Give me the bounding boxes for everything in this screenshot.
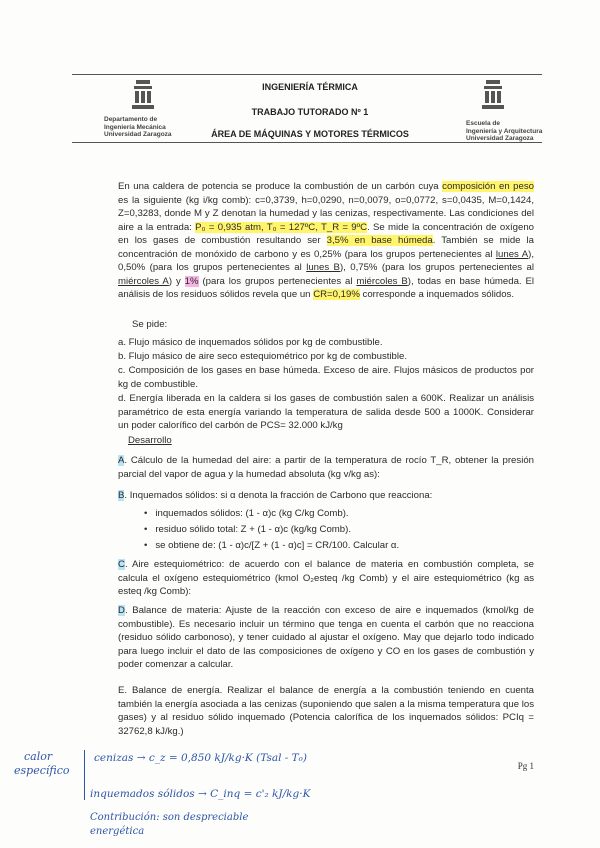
left-dept-line-1: Departamento de bbox=[104, 116, 158, 123]
highlight-oxygen: 3,5% en base húmeda bbox=[326, 235, 433, 246]
left-department-block bbox=[104, 116, 172, 139]
left-dept-line-2: Ingeniería Mecánica bbox=[104, 123, 166, 131]
se-pide-label: Se pide: bbox=[132, 319, 168, 330]
highlight-co-value: 1% bbox=[184, 275, 199, 287]
left-dept-line-3: Universidad Zaragoza bbox=[104, 131, 172, 138]
highlight-cr: CR=0,19% bbox=[313, 289, 360, 300]
section-e: E. Balance de energía. Realizar el balance de energía a la combustión teniendo en cuenta también la energía asociada a las cenizas (suponiendo que salen a la misma temperatura que los gases) y al residuo sólido inquemado (Potencia calorífica de los inquemados sólidos: PCIq = 32762,8 kJ/kg.) bbox=[118, 685, 534, 737]
course-title: INGENIERÍA TÉRMICA bbox=[262, 82, 358, 92]
handwritten-energetic: energética bbox=[90, 826, 145, 837]
university-logo-right bbox=[482, 80, 504, 110]
page-number: Pg 1 bbox=[517, 761, 534, 771]
section-b: B. Inquemados sólidos: si α denota la fracción de Carbono que reacciona: bbox=[118, 490, 433, 501]
question-a: a. Flujo másico de inquemados sólidos por kg de combustible. bbox=[118, 337, 383, 348]
handwritten-label-1: calor bbox=[24, 750, 53, 763]
highlight-conditions: P₀ = 0,935 atm, T₀ = 127ºC, T_R = 9ºC bbox=[195, 221, 368, 233]
handwritten-ash-formula: cenizas → c_z = 0,850 kJ/kg·K (Tsal - T₀) bbox=[94, 752, 307, 764]
bullet-alpha: • se obtiene de: (1 - α)c/[Z + (1 - α)c] = CR/100. Calcular α. bbox=[144, 540, 400, 551]
section-c: C. Aire estequiométrico: de acuerdo con el balance de materia en combustión completa, se calcula el oxígeno estequiométrico (kmol O₂esteq /kg Comb) y el aire estequiométrico (kg as esteq /kg Comb): bbox=[118, 559, 534, 597]
highlight-composition: composición en peso bbox=[442, 181, 534, 192]
header-top-rule bbox=[72, 74, 542, 75]
assignment-title: TRABAJO TUTORADO Nº 1 bbox=[251, 107, 369, 117]
handwritten-label-2: específico bbox=[14, 764, 70, 777]
right-dept-line-2: Ingeniería y Arquitectura bbox=[466, 127, 543, 135]
area-title: ÁREA DE MÁQUINAS Y MOTORES TÉRMICOS bbox=[211, 129, 409, 139]
handwritten-contribution: Contribución: son despreciable bbox=[90, 812, 249, 823]
question-d: d. Energía liberada en la caldera si los gases de combustión salen a 600K. Realizar un análisis paramétrico de esta energía variando la temperatura de salida desde 500 a 1000K. Considerar un poder calorífico del carbón de PCS= 32.000 kJ/kg bbox=[118, 393, 534, 431]
section-a: A. Cálculo de la humedad del aire: a partir de la temperatura de rocío T_R, obtener la presión parcial del vapor de agua y la humedad absoluta (kg v/kg as): bbox=[118, 455, 534, 480]
section-d: D. Balance de materia: Ajuste de la reacción con exceso de aire e inquemados (kmol/kg de combustible). Es necesario incluir un término que tenga en cuenta el carbón que no reacciona (residuo sólido carbonoso), y tener cuidado al ajustar el oxígeno. May que dejarlo todo indicado para luego incluir el dato de las composiciones de oxígeno y CO en los gases de combustión y poder comenzar a calcular. bbox=[118, 605, 534, 670]
question-b: b. Flujo másico de aire seco estequiométrico por kg de combustible. bbox=[118, 351, 408, 362]
university-logo-left bbox=[132, 80, 154, 110]
problem-statement: En una caldera de potencia se produce la combustión de un carbón cuya composición en peso es la siguiente (kg i/kg comb): c=0,3739, h=0,0290, n=0,0079, o=0,0772, s=0,0435, M=0,1424, Z=0,3283, donde M y Z denotan la humedad y las cenizas, respectivamente. Las condiciones del aire a la entrada: P₀ = 0,935 atm, T₀ = 127ºC, T_R = 9ºC. Se mide la concentración de oxígeno en los gases de combustión resultando ser 3,5% en base húmeda. También se mide la concentración de monóxido de carbono y es 0,25% (para los grupos pertenecientes al lunes A), 0,50% (para los grupos pertenecientes al lunes B), 0,75% (para los grupos pertenecientes al miércoles A) y 1% (para los grupos pertenecientes al miércoles B), todas en base húmeda. El análisis de los residuos sólidos revela que un CR=0,19% corresponde a inquemados sólidos. bbox=[118, 181, 535, 300]
question-c: c. Composición de los gases en base húmeda. Exceso de aire. Flujos másicos de productos por kg de combustible. bbox=[118, 365, 534, 390]
right-dept-line-3: Universidad Zaragoza bbox=[466, 135, 534, 142]
handwritten-unburned-formula: inquemados sólidos → C_inq = c'₂ kJ/kg·K bbox=[90, 788, 311, 800]
bullet-residue: • residuo sólido total: Z + (1 - α)c (kg/kg Comb). bbox=[144, 524, 351, 535]
right-school-block bbox=[466, 120, 542, 143]
right-dept-line-1: Escuela de bbox=[466, 120, 500, 127]
bullet-unburned: • inquemados sólidos: (1 - α)c (kg C/kg Comb). bbox=[144, 508, 349, 519]
desarrollo-heading: Desarrollo bbox=[128, 435, 172, 446]
